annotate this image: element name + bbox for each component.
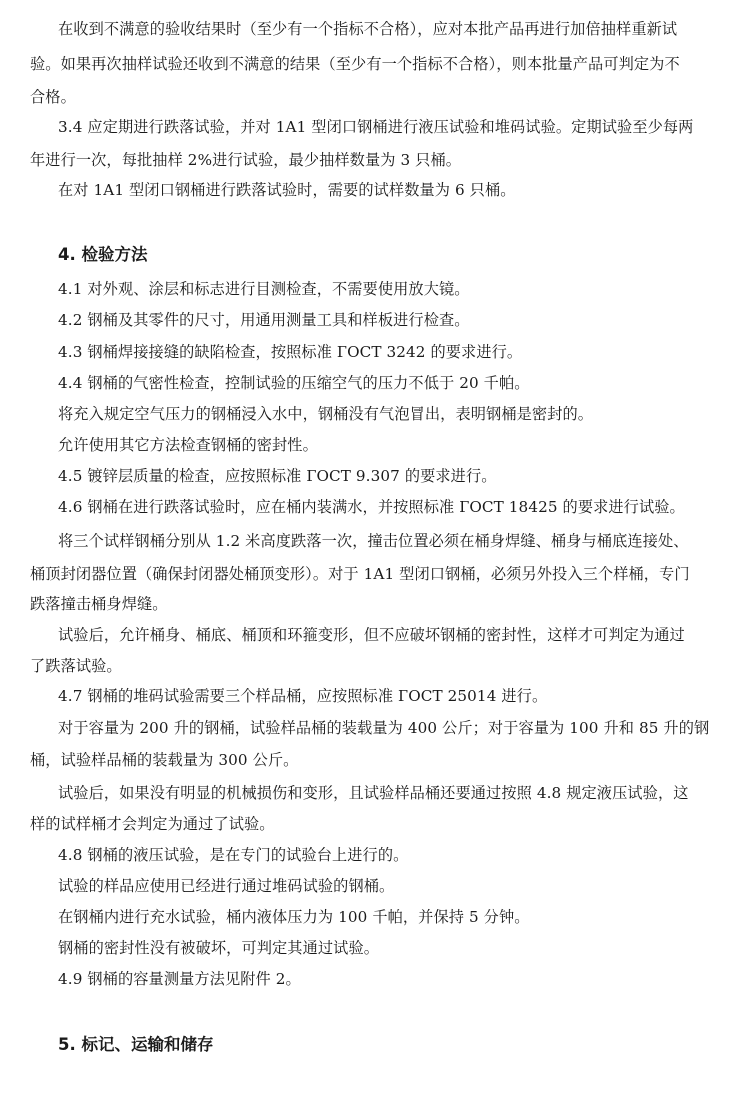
clause-4-5: 4.5 镀锌层质量的检查，应按照标准 ГОСТ 9.307 的要求进行。	[58, 467, 497, 485]
paragraph-line: 试验的样品应使用已经进行通过堆码试验的钢桶。	[58, 877, 395, 895]
paragraph-line: 验。如果再次抽样试验还收到不满意的结果（至少有一个指标不合格），则本批量产品可判定为不	[30, 55, 680, 73]
clause-4-8: 4.8 钢桶的液压试验，是在专门的试验台上进行的。	[58, 846, 409, 864]
paragraph-line: 允许使用其它方法检查钢桶的密封性。	[58, 436, 318, 454]
paragraph-line: 试验后，如果没有明显的机械损伤和变形，且试验样品桶还要通过按照 4.8 规定液压试验，这	[58, 784, 689, 802]
clause-4-4: 4.4 钢桶的气密性检查，控制试验的压缩空气的压力不低于 20 千帕。	[58, 374, 530, 392]
paragraph-line: 跌落撞击桶身焊缝。	[30, 595, 168, 613]
section-heading-4: 4. 检验方法	[58, 245, 148, 264]
clause-4-3: 4.3 钢桶焊接接缝的缺陷检查，按照标准 ГОСТ 3242 的要求进行。	[58, 343, 523, 361]
paragraph-line: 将三个试样钢桶分别从 1.2 米高度跌落一次，撞击位置必须在桶身焊缝、桶身与桶底连接处、	[58, 532, 689, 550]
paragraph-line: 在对 1A1 型闭口钢桶进行跌落试验时，需要的试样数量为 6 只桶。	[58, 181, 516, 199]
paragraph-line: 将充入规定空气压力的钢桶浸入水中，钢桶没有气泡冒出，表明钢桶是密封的。	[58, 405, 594, 423]
paragraph-line: 样的试样桶才会判定为通过了试验。	[30, 815, 275, 833]
clause-4-7: 4.7 钢桶的堆码试验需要三个样品桶，应按照标准 ГОСТ 25014 进行。	[58, 687, 548, 705]
clause-4-9: 4.9 钢桶的容量测量方法见附件 2。	[58, 970, 301, 988]
paragraph-line: 钢桶的密封性没有被破坏，可判定其通过试验。	[58, 939, 380, 957]
paragraph-line: 3.4 应定期进行跌落试验，并对 1A1 型闭口钢桶进行液压试验和堆码试验。定期试验至少每两	[58, 118, 694, 136]
section-heading-5: 5. 标记、运输和储存	[58, 1035, 214, 1054]
paragraph-line: 桶，试验样品桶的装载量为 300 公斤。	[30, 751, 299, 769]
paragraph-line: 年进行一次，每批抽样 2%进行试验，最少抽样数量为 3 只桶。	[30, 151, 462, 169]
paragraph-line: 合格。	[30, 88, 76, 106]
paragraph-line: 在钢桶内进行充水试验，桶内液体压力为 100 千帕，并保持 5 分钟。	[58, 908, 530, 926]
paragraph-line: 试验后，允许桶身、桶底、桶顶和环箍变形，但不应破坏钢桶的密封性，这样才可判定为通过	[58, 626, 685, 644]
paragraph-line: 对于容量为 200 升的钢桶，试验样品桶的装载量为 400 公斤；对于容量为 100 升和 85 升的钢	[58, 719, 710, 737]
paragraph-line: 桶顶封闭器位置（确保封闭器处桶顶变形）。对于 1A1 型闭口钢桶，必须另外投入三个样桶，专门	[30, 565, 690, 583]
paragraph-line: 了跌落试验。	[30, 657, 122, 675]
clause-4-2: 4.2 钢桶及其零件的尺寸，用通用测量工具和样板进行检查。	[58, 311, 470, 329]
clause-4-6: 4.6 钢桶在进行跌落试验时，应在桶内装满水，并按照标准 ГОСТ 18425 的要求进行试验。	[58, 498, 685, 516]
clause-4-1: 4.1 对外观、涂层和标志进行目测检查，不需要使用放大镜。	[58, 280, 470, 298]
paragraph-line: 在收到不满意的验收结果时（至少有一个指标不合格），应对本批产品再进行加倍抽样重新试	[58, 20, 678, 38]
